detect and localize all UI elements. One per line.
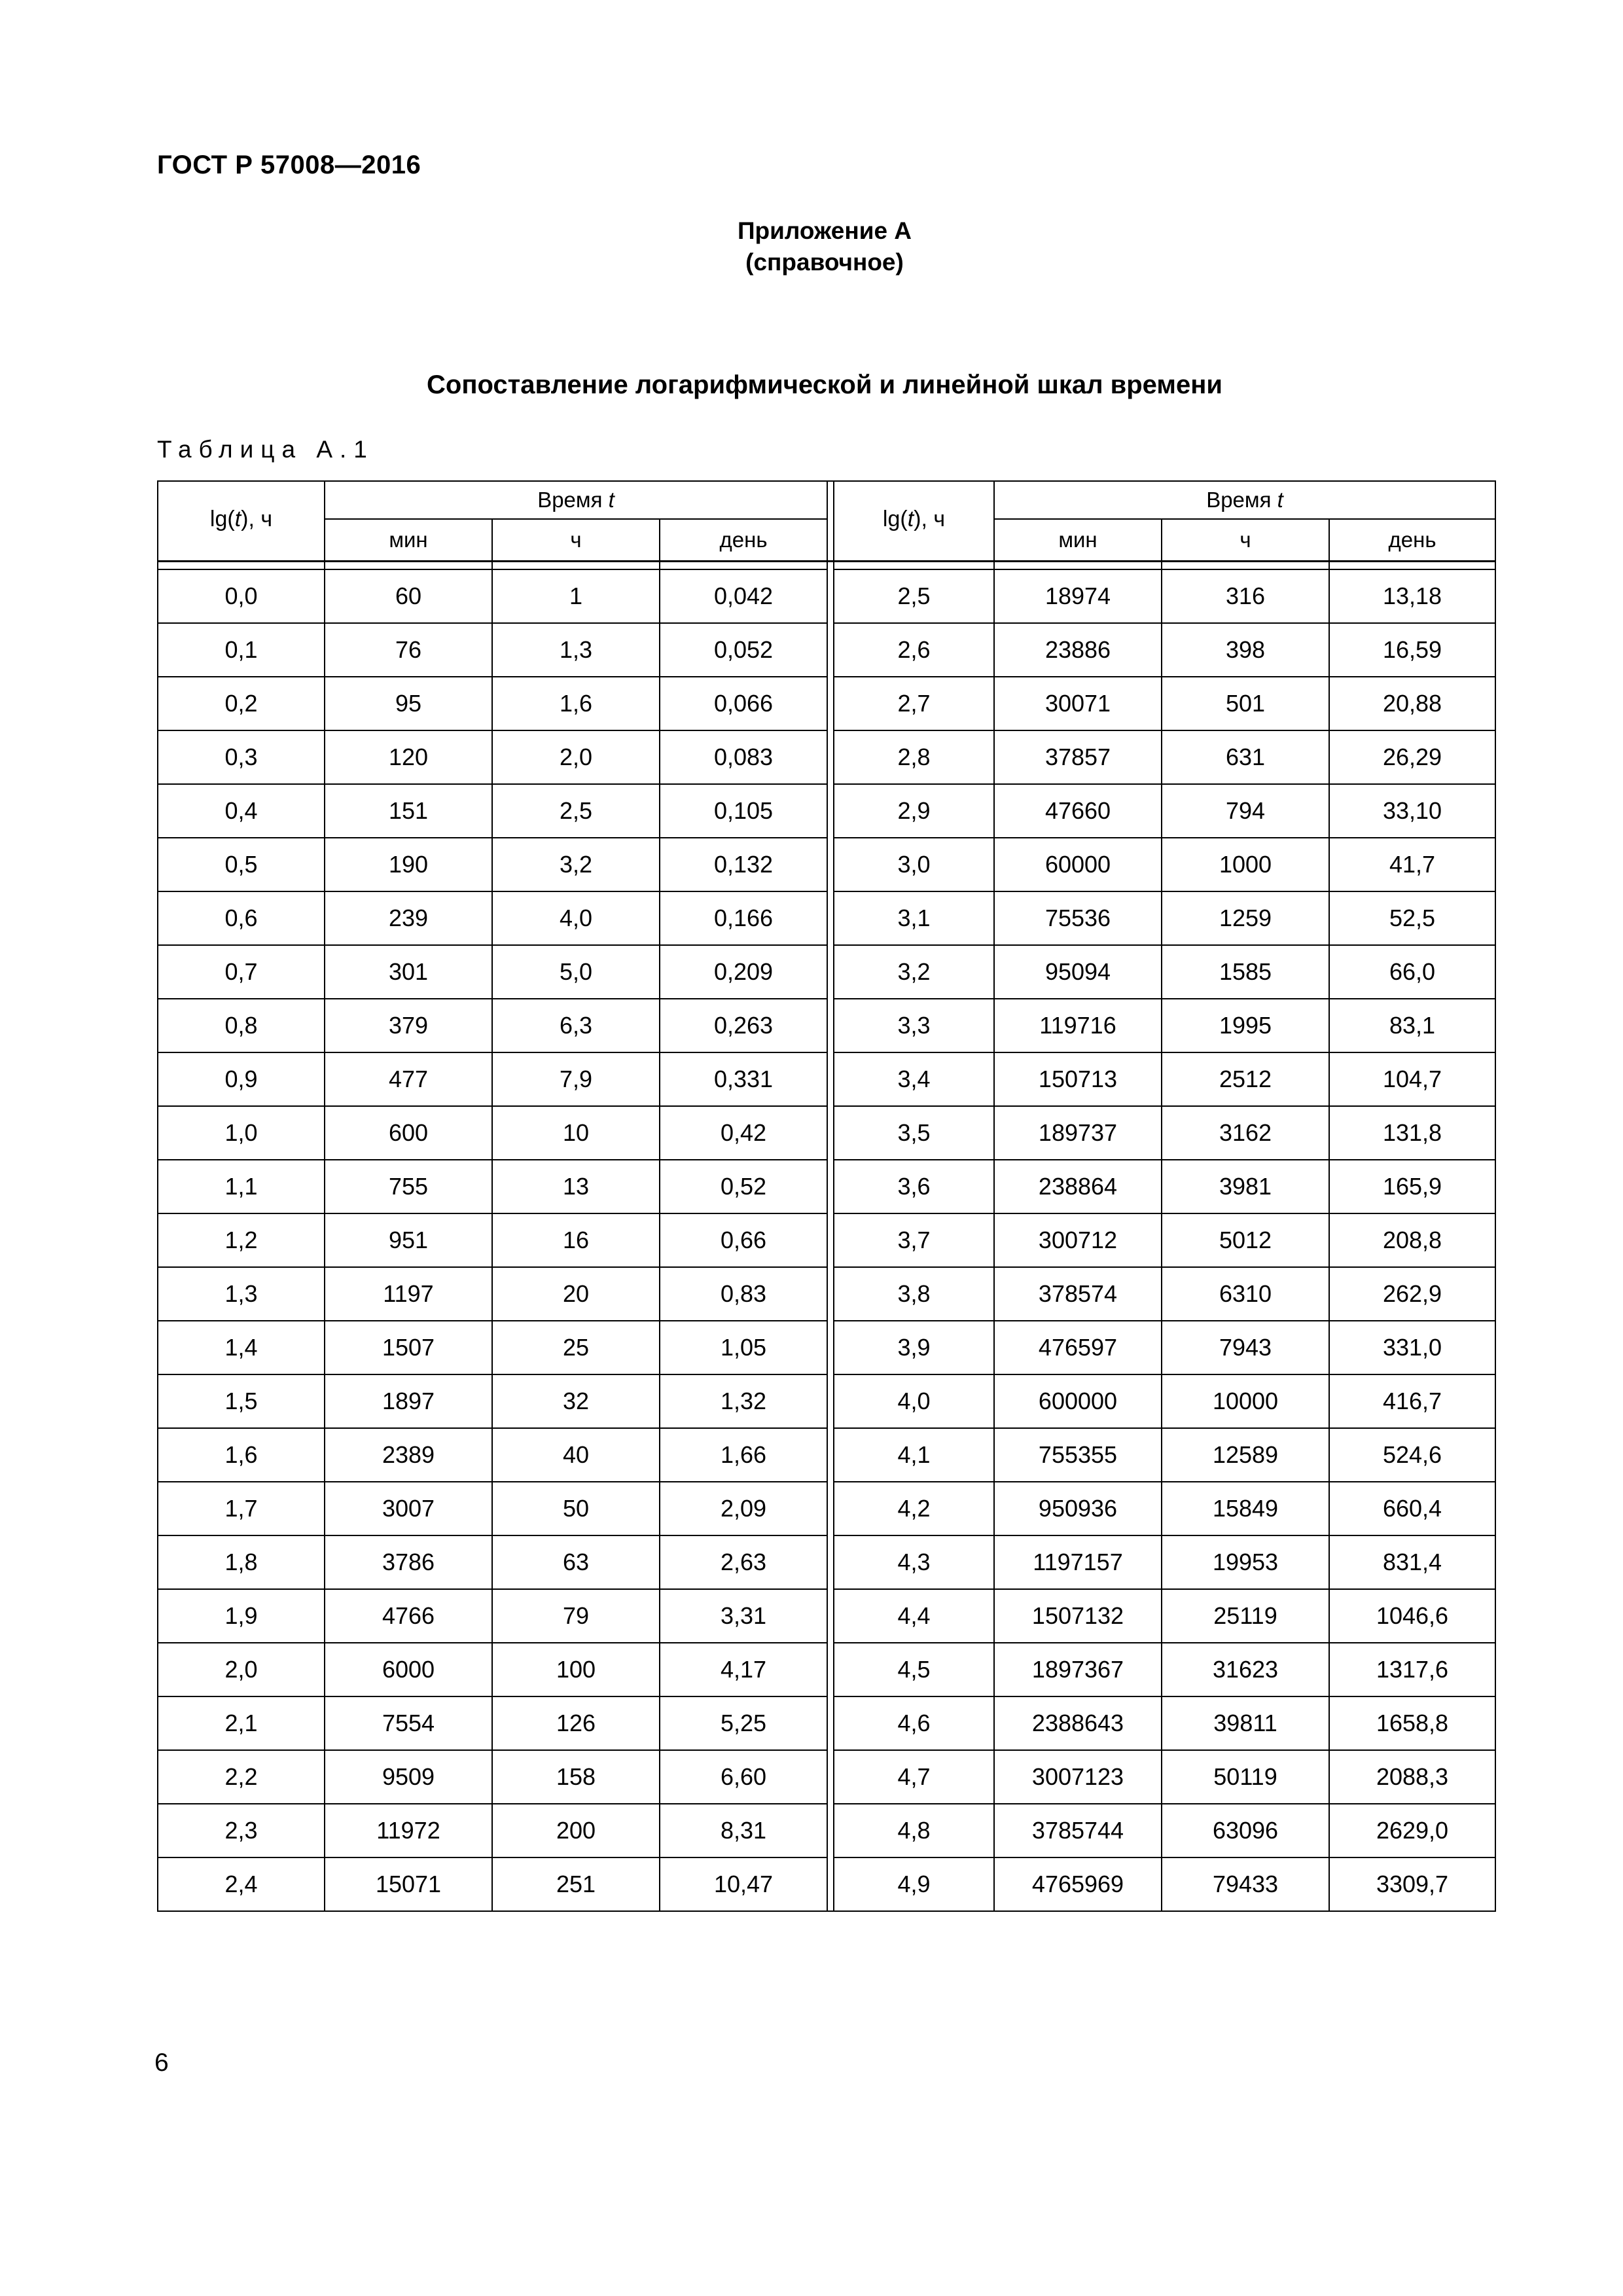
cell-hour-right: 12589 — [1162, 1428, 1329, 1482]
column-separator — [827, 1321, 834, 1374]
cell-lg-left: 0,1 — [158, 623, 325, 677]
cell-lg-right: 4,6 — [834, 1696, 994, 1750]
column-separator — [827, 784, 834, 838]
cell-hour-right: 1995 — [1162, 999, 1329, 1052]
cell-lg-right: 3,4 — [834, 1052, 994, 1106]
column-separator — [827, 1160, 834, 1213]
cell-day-left: 0,052 — [660, 623, 827, 677]
column-separator — [827, 1857, 834, 1911]
cell-lg-left: 0,9 — [158, 1052, 325, 1106]
cell-hour-right: 1585 — [1162, 945, 1329, 999]
column-separator — [827, 1428, 834, 1482]
column-separator — [827, 999, 834, 1052]
cell-min-right: 189737 — [994, 1106, 1162, 1160]
cell-min-right: 1197157 — [994, 1535, 1162, 1589]
cell-hour-left: 4,0 — [492, 891, 660, 945]
cell-day-right: 20,88 — [1329, 677, 1495, 730]
cell-hour-right: 631 — [1162, 730, 1329, 784]
cell-day-left: 0,331 — [660, 1052, 827, 1106]
cell-min-left: 1897 — [325, 1374, 492, 1428]
cell-lg-right: 4,0 — [834, 1374, 994, 1428]
cell-hour-left: 10 — [492, 1106, 660, 1160]
column-separator — [827, 945, 834, 999]
cell-min-right: 755355 — [994, 1428, 1162, 1482]
cell-hour-left: 1 — [492, 569, 660, 623]
cell-hour-left: 5,0 — [492, 945, 660, 999]
table-row — [158, 1428, 1495, 1482]
cell-min-left: 3786 — [325, 1535, 492, 1589]
cell-day-left: 0,83 — [660, 1267, 827, 1321]
cell-day-left: 4,17 — [660, 1643, 827, 1696]
table-row — [158, 1857, 1495, 1911]
cell-lg-right: 3,8 — [834, 1267, 994, 1321]
cell-hour-left: 3,2 — [492, 838, 660, 891]
cell-lg-right: 3,7 — [834, 1213, 994, 1267]
cell-hour-right: 316 — [1162, 569, 1329, 623]
cell-day-right: 524,6 — [1329, 1428, 1495, 1482]
time-header-right: Время t — [994, 481, 1495, 519]
cell-lg-right: 4,3 — [834, 1535, 994, 1589]
cell-day-right: 16,59 — [1329, 623, 1495, 677]
cell-day-left: 0,083 — [660, 730, 827, 784]
cell-hour-right: 10000 — [1162, 1374, 1329, 1428]
column-separator — [827, 1374, 834, 1428]
cell-min-left: 600 — [325, 1106, 492, 1160]
day-header-right: день — [1329, 519, 1495, 562]
cell-lg-left: 1,8 — [158, 1535, 325, 1589]
cell-day-left: 0,042 — [660, 569, 827, 623]
cell-min-left: 951 — [325, 1213, 492, 1267]
cell-day-left: 5,25 — [660, 1696, 827, 1750]
cell-day-right: 1658,8 — [1329, 1696, 1495, 1750]
cell-lg-right: 2,7 — [834, 677, 994, 730]
cell-min-right: 95094 — [994, 945, 1162, 999]
table-row — [158, 1106, 1495, 1160]
cell-lg-left: 2,3 — [158, 1804, 325, 1857]
cell-min-left: 379 — [325, 999, 492, 1052]
cell-min-left: 755 — [325, 1160, 492, 1213]
cell-day-left: 0,066 — [660, 677, 827, 730]
cell-day-right: 33,10 — [1329, 784, 1495, 838]
cell-min-left: 1197 — [325, 1267, 492, 1321]
cell-hour-right: 1000 — [1162, 838, 1329, 891]
cell-hour-left: 200 — [492, 1804, 660, 1857]
table-row — [158, 1643, 1495, 1696]
table-row — [158, 677, 1495, 730]
column-separator — [827, 481, 834, 562]
cell-day-right: 3309,7 — [1329, 1857, 1495, 1911]
cell-day-right: 262,9 — [1329, 1267, 1495, 1321]
column-separator — [827, 730, 834, 784]
column-separator — [827, 1643, 834, 1696]
hour-header-left: ч — [492, 519, 660, 562]
cell-day-right: 131,8 — [1329, 1106, 1495, 1160]
cell-hour-left: 79 — [492, 1589, 660, 1643]
cell-day-right: 52,5 — [1329, 891, 1495, 945]
cell-day-right: 660,4 — [1329, 1482, 1495, 1535]
cell-hour-left: 1,3 — [492, 623, 660, 677]
cell-lg-left: 1,7 — [158, 1482, 325, 1535]
cell-min-right: 476597 — [994, 1321, 1162, 1374]
cell-min-left: 120 — [325, 730, 492, 784]
cell-hour-left: 2,0 — [492, 730, 660, 784]
table-row — [158, 1750, 1495, 1804]
cell-day-right: 416,7 — [1329, 1374, 1495, 1428]
min-header-right: мин — [994, 519, 1162, 562]
cell-min-right: 75536 — [994, 891, 1162, 945]
cell-lg-right: 4,4 — [834, 1589, 994, 1643]
cell-min-left: 2389 — [325, 1428, 492, 1482]
cell-day-right: 104,7 — [1329, 1052, 1495, 1106]
cell-lg-left: 2,0 — [158, 1643, 325, 1696]
table-row — [158, 891, 1495, 945]
cell-hour-left: 32 — [492, 1374, 660, 1428]
cell-min-left: 1507 — [325, 1321, 492, 1374]
cell-hour-left: 126 — [492, 1696, 660, 1750]
cell-day-left: 8,31 — [660, 1804, 827, 1857]
time-scale-table — [157, 480, 1496, 1912]
cell-lg-right: 4,1 — [834, 1428, 994, 1482]
cell-lg-right: 3,3 — [834, 999, 994, 1052]
cell-min-right: 4765969 — [994, 1857, 1162, 1911]
cell-hour-left: 20 — [492, 1267, 660, 1321]
cell-day-left: 0,166 — [660, 891, 827, 945]
cell-min-right: 150713 — [994, 1052, 1162, 1106]
column-separator — [827, 1213, 834, 1267]
cell-lg-right: 3,6 — [834, 1160, 994, 1213]
column-separator — [827, 838, 834, 891]
column-separator — [827, 623, 834, 677]
cell-hour-left: 158 — [492, 1750, 660, 1804]
cell-hour-left: 63 — [492, 1535, 660, 1589]
cell-day-left: 0,105 — [660, 784, 827, 838]
table-row — [158, 838, 1495, 891]
table-row — [158, 999, 1495, 1052]
cell-min-right: 2388643 — [994, 1696, 1162, 1750]
cell-hour-left: 6,3 — [492, 999, 660, 1052]
cell-lg-left: 0,2 — [158, 677, 325, 730]
cell-hour-right: 3162 — [1162, 1106, 1329, 1160]
cell-hour-left: 16 — [492, 1213, 660, 1267]
cell-lg-left: 1,2 — [158, 1213, 325, 1267]
column-separator — [827, 569, 834, 623]
cell-hour-right: 25119 — [1162, 1589, 1329, 1643]
table-row — [158, 784, 1495, 838]
cell-min-left: 477 — [325, 1052, 492, 1106]
table-row — [158, 1160, 1495, 1213]
cell-day-right: 83,1 — [1329, 999, 1495, 1052]
cell-lg-right: 4,9 — [834, 1857, 994, 1911]
cell-lg-right: 3,9 — [834, 1321, 994, 1374]
cell-hour-right: 794 — [1162, 784, 1329, 838]
cell-day-right: 41,7 — [1329, 838, 1495, 891]
cell-day-left: 0,52 — [660, 1160, 827, 1213]
cell-day-left: 1,05 — [660, 1321, 827, 1374]
cell-lg-right: 2,9 — [834, 784, 994, 838]
cell-min-left: 95 — [325, 677, 492, 730]
day-header-left: день — [660, 519, 827, 562]
cell-lg-left: 0,4 — [158, 784, 325, 838]
document-code: ГОСТ Р 57008—2016 — [157, 151, 421, 179]
cell-hour-right: 6310 — [1162, 1267, 1329, 1321]
cell-lg-left: 1,1 — [158, 1160, 325, 1213]
cell-hour-right: 19953 — [1162, 1535, 1329, 1589]
table-row — [158, 945, 1495, 999]
cell-day-left: 3,31 — [660, 1589, 827, 1643]
lg-header-left: lg(t), ч — [158, 481, 325, 562]
cell-min-right: 18974 — [994, 569, 1162, 623]
cell-day-right: 66,0 — [1329, 945, 1495, 999]
cell-day-right: 165,9 — [1329, 1160, 1495, 1213]
cell-day-left: 6,60 — [660, 1750, 827, 1804]
cell-day-right: 1046,6 — [1329, 1589, 1495, 1643]
cell-lg-left: 0,5 — [158, 838, 325, 891]
cell-min-left: 3007 — [325, 1482, 492, 1535]
min-header-left: мин — [325, 519, 492, 562]
column-separator — [827, 1052, 834, 1106]
cell-day-left: 0,132 — [660, 838, 827, 891]
cell-day-right: 13,18 — [1329, 569, 1495, 623]
column-separator — [827, 1267, 834, 1321]
cell-min-left: 4766 — [325, 1589, 492, 1643]
cell-hour-right: 2512 — [1162, 1052, 1329, 1106]
table-row — [158, 1589, 1495, 1643]
cell-lg-left: 0,8 — [158, 999, 325, 1052]
cell-min-left: 190 — [325, 838, 492, 891]
cell-day-left: 0,42 — [660, 1106, 827, 1160]
cell-hour-left: 1,6 — [492, 677, 660, 730]
cell-lg-left: 1,9 — [158, 1589, 325, 1643]
cell-min-left: 11972 — [325, 1804, 492, 1857]
header-row-2 — [158, 519, 1495, 562]
cell-hour-left: 50 — [492, 1482, 660, 1535]
header-row-1 — [158, 481, 1495, 519]
table-row — [158, 1804, 1495, 1857]
cell-hour-right: 15849 — [1162, 1482, 1329, 1535]
column-separator — [827, 1535, 834, 1589]
table-row — [158, 730, 1495, 784]
cell-min-right: 1897367 — [994, 1643, 1162, 1696]
table-row — [158, 1696, 1495, 1750]
cell-hour-left: 13 — [492, 1160, 660, 1213]
appendix-type: (справочное) — [745, 249, 904, 276]
cell-lg-left: 1,0 — [158, 1106, 325, 1160]
cell-min-left: 9509 — [325, 1750, 492, 1804]
cell-lg-right: 2,6 — [834, 623, 994, 677]
cell-hour-right: 7943 — [1162, 1321, 1329, 1374]
table-row — [158, 569, 1495, 623]
table-row — [158, 1482, 1495, 1535]
lg-header-right: lg(t), ч — [834, 481, 994, 562]
cell-hour-left: 251 — [492, 1857, 660, 1911]
cell-lg-left: 0,3 — [158, 730, 325, 784]
table-row — [158, 1374, 1495, 1428]
table-row — [158, 1052, 1495, 1106]
column-separator — [827, 1106, 834, 1160]
time-header-left: Время t — [325, 481, 827, 519]
column-separator — [827, 1804, 834, 1857]
column-separator — [827, 1589, 834, 1643]
cell-day-right: 26,29 — [1329, 730, 1495, 784]
cell-min-right: 30071 — [994, 677, 1162, 730]
cell-min-left: 7554 — [325, 1696, 492, 1750]
cell-lg-left: 0,7 — [158, 945, 325, 999]
cell-min-right: 37857 — [994, 730, 1162, 784]
cell-lg-left: 2,1 — [158, 1696, 325, 1750]
cell-lg-left: 0,0 — [158, 569, 325, 623]
cell-day-right: 2629,0 — [1329, 1804, 1495, 1857]
cell-lg-left: 2,4 — [158, 1857, 325, 1911]
cell-min-right: 47660 — [994, 784, 1162, 838]
cell-min-right: 60000 — [994, 838, 1162, 891]
table-row — [158, 1213, 1495, 1267]
cell-min-left: 151 — [325, 784, 492, 838]
table-heading: Сопоставление логарифмической и линейной шкал времени — [427, 370, 1222, 399]
cell-hour-right: 63096 — [1162, 1804, 1329, 1857]
column-separator — [827, 1482, 834, 1535]
cell-lg-right: 4,2 — [834, 1482, 994, 1535]
cell-lg-right: 3,2 — [834, 945, 994, 999]
cell-min-right: 300712 — [994, 1213, 1162, 1267]
cell-day-left: 0,263 — [660, 999, 827, 1052]
cell-day-right: 2088,3 — [1329, 1750, 1495, 1804]
cell-lg-right: 2,8 — [834, 730, 994, 784]
cell-min-right: 23886 — [994, 623, 1162, 677]
hour-header-right: ч — [1162, 519, 1329, 562]
appendix-title: Приложение А — [737, 217, 912, 244]
cell-lg-left: 1,3 — [158, 1267, 325, 1321]
cell-min-right: 119716 — [994, 999, 1162, 1052]
cell-hour-right: 79433 — [1162, 1857, 1329, 1911]
cell-min-right: 1507132 — [994, 1589, 1162, 1643]
cell-day-right: 331,0 — [1329, 1321, 1495, 1374]
cell-min-right: 378574 — [994, 1267, 1162, 1321]
cell-lg-right: 2,5 — [834, 569, 994, 623]
cell-min-left: 76 — [325, 623, 492, 677]
cell-hour-right: 5012 — [1162, 1213, 1329, 1267]
page-number: 6 — [154, 2049, 169, 2077]
cell-lg-left: 1,4 — [158, 1321, 325, 1374]
cell-hour-right: 50119 — [1162, 1750, 1329, 1804]
cell-min-left: 301 — [325, 945, 492, 999]
table-row — [158, 1321, 1495, 1374]
cell-day-left: 10,47 — [660, 1857, 827, 1911]
column-separator — [827, 677, 834, 730]
cell-hour-left: 2,5 — [492, 784, 660, 838]
cell-hour-right: 1259 — [1162, 891, 1329, 945]
cell-min-right: 3007123 — [994, 1750, 1162, 1804]
cell-hour-right: 31623 — [1162, 1643, 1329, 1696]
table-row — [158, 623, 1495, 677]
cell-day-right: 208,8 — [1329, 1213, 1495, 1267]
table-caption: Таблица А.1 — [157, 436, 374, 463]
cell-hour-left: 25 — [492, 1321, 660, 1374]
cell-min-right: 238864 — [994, 1160, 1162, 1213]
cell-hour-left: 7,9 — [492, 1052, 660, 1106]
cell-lg-right: 3,5 — [834, 1106, 994, 1160]
cell-hour-right: 398 — [1162, 623, 1329, 677]
cell-min-left: 60 — [325, 569, 492, 623]
header-gap-row — [158, 562, 1495, 570]
cell-day-right: 1317,6 — [1329, 1643, 1495, 1696]
cell-min-left: 6000 — [325, 1643, 492, 1696]
column-separator — [827, 1750, 834, 1804]
cell-hour-left: 40 — [492, 1428, 660, 1482]
cell-min-right: 950936 — [994, 1482, 1162, 1535]
cell-lg-right: 3,1 — [834, 891, 994, 945]
cell-day-left: 0,209 — [660, 945, 827, 999]
cell-lg-left: 1,5 — [158, 1374, 325, 1428]
cell-day-left: 2,63 — [660, 1535, 827, 1589]
cell-min-right: 600000 — [994, 1374, 1162, 1428]
cell-min-left: 239 — [325, 891, 492, 945]
cell-day-right: 831,4 — [1329, 1535, 1495, 1589]
cell-lg-left: 0,6 — [158, 891, 325, 945]
table-row — [158, 1535, 1495, 1589]
cell-day-left: 0,66 — [660, 1213, 827, 1267]
cell-lg-left: 1,6 — [158, 1428, 325, 1482]
cell-day-left: 2,09 — [660, 1482, 827, 1535]
cell-lg-right: 4,5 — [834, 1643, 994, 1696]
cell-hour-right: 501 — [1162, 677, 1329, 730]
cell-hour-right: 39811 — [1162, 1696, 1329, 1750]
cell-hour-left: 100 — [492, 1643, 660, 1696]
cell-day-left: 1,32 — [660, 1374, 827, 1428]
table-row — [158, 1267, 1495, 1321]
column-separator — [827, 891, 834, 945]
cell-min-left: 15071 — [325, 1857, 492, 1911]
cell-lg-right: 4,7 — [834, 1750, 994, 1804]
cell-hour-right: 3981 — [1162, 1160, 1329, 1213]
cell-lg-left: 2,2 — [158, 1750, 325, 1804]
cell-min-right: 3785744 — [994, 1804, 1162, 1857]
cell-day-left: 1,66 — [660, 1428, 827, 1482]
cell-lg-right: 4,8 — [834, 1804, 994, 1857]
column-separator — [827, 1696, 834, 1750]
cell-lg-right: 3,0 — [834, 838, 994, 891]
